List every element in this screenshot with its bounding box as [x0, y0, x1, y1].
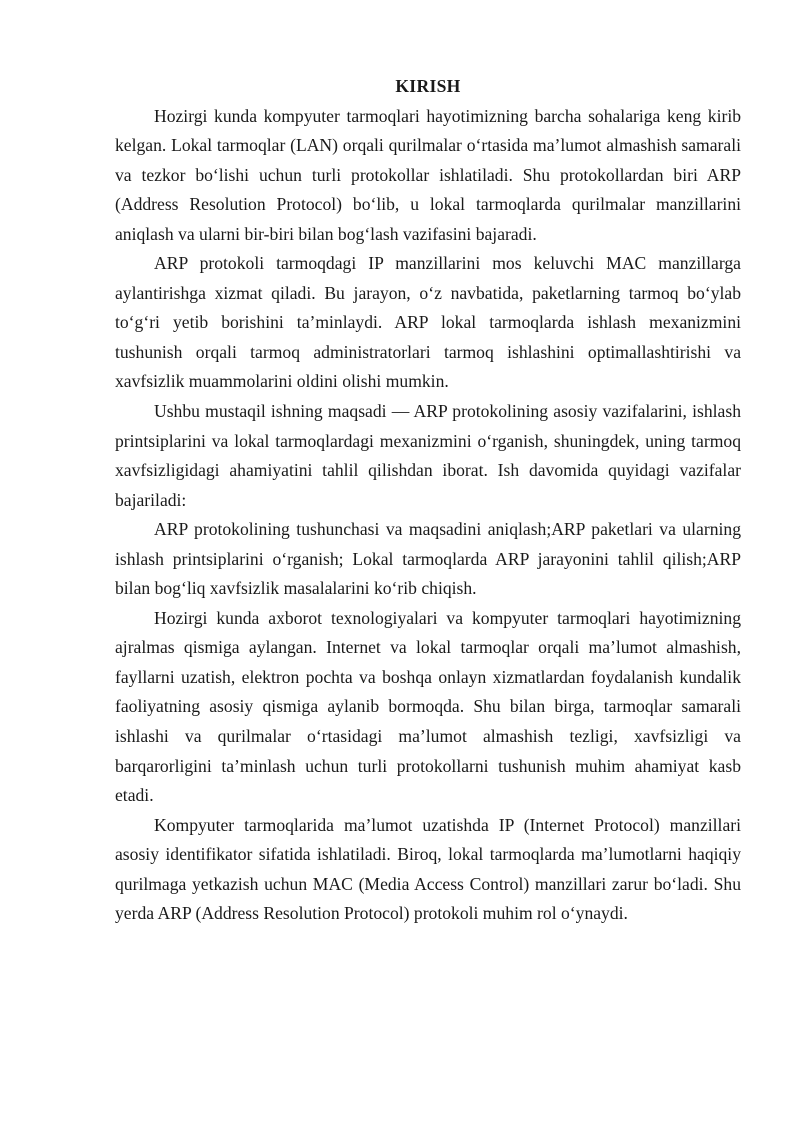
- paragraph-1: Hozirgi kunda kompyuter tarmoqlari hayotimizning barcha sohalariga keng kirib kelgan. Lokal tarmoqlar (LAN) orqali qurilmalar o‘rtasida ma’lumot almashish samarali va tezkor bo‘lishi uchun turli protokollar ishlatiladi. Shu protokollardan biri ARP (Address Resolution Protocol) bo‘lib, u lokal tarmoqlarda qurilmalar manzillarini aniqlash va ularni bir-biri bilan bog‘lash vazifasini bajaradi.: [115, 105, 741, 244]
- paragraph-4: ARP protokolining tushunchasi va maqsadini aniqlash;ARP paketlari va ularning ishlash printsiplarini o‘rganish; Lokal tarmoqlarda ARP jarayonini tahlil qilish;ARP bilan bog‘liq xavfsizlik masalalarini ko‘rib chiqish.: [115, 519, 741, 599]
- paragraph-3: Ushbu mustaqil ishning maqsadi — ARP protokolining asosiy vazifalarini, ishlash printsiplarini va lokal tarmoqlardagi mexanizmini o‘rganish, shuningdek, uning tarmoq xavfsizligidagi ahamiyatini tahlil qilishdan iborat. Ish davomida quyidagi vazifalar bajariladi:: [115, 401, 741, 510]
- paragraph-2: ARP protokoli tarmoqdagi IP manzillarini mos keluvchi MAC manzillarga aylantirishga xizmat qiladi. Bu jarayon, o‘z navbatida, paketlarning tarmoq bo‘ylab to‘g‘ri yetib borishini ta’minlaydi. ARP lokal tarmoqlarda ishlash mexanizmini tushunish orqali tarmoq administratorlari tarmoq ishlashini optimallashtirishi va xavfsizlik muammolarini oldini olishi mumkin.: [115, 253, 741, 392]
- paragraph-5: Hozirgi kunda axborot texnologiyalari va kompyuter tarmoqlari hayotimizning ajralmas qismiga aylangan. Internet va lokal tarmoqlar orqali ma’lumot almashish, fayllarni uzatish, elektron pochta va boshqa onlayn xizmatlardan foydalanish kundalik faoliyatning asosiy qismiga aylanib bormoqda. Shu bilan birga, tarmoqlar samarali ishlashi va qurilmalar o‘rtasidagi ma’lumot almashish tezligi, xavfsizligi va barqarorligini ta’minlash uchun turli protokollarni tushunish muhim ahamiyat kasb etadi.: [115, 607, 741, 806]
- document-body: [115, 72, 741, 929]
- section-title: KIRISH: [395, 76, 461, 96]
- paragraph-6: Kompyuter tarmoqlarida ma’lumot uzatishda IP (Internet Protocol) manzillari asosiy identifikator sifatida ishlatiladi. Biroq, lokal tarmoqlarda ma’lumotlarni haqiqiy qurilmaga yetkazish uchun MAC (Media Access Control) manzillari zarur bo‘ladi. Shu yerda ARP (Address Resolution Protocol) protokoli muhim rol o‘ynaydi.: [115, 814, 741, 924]
